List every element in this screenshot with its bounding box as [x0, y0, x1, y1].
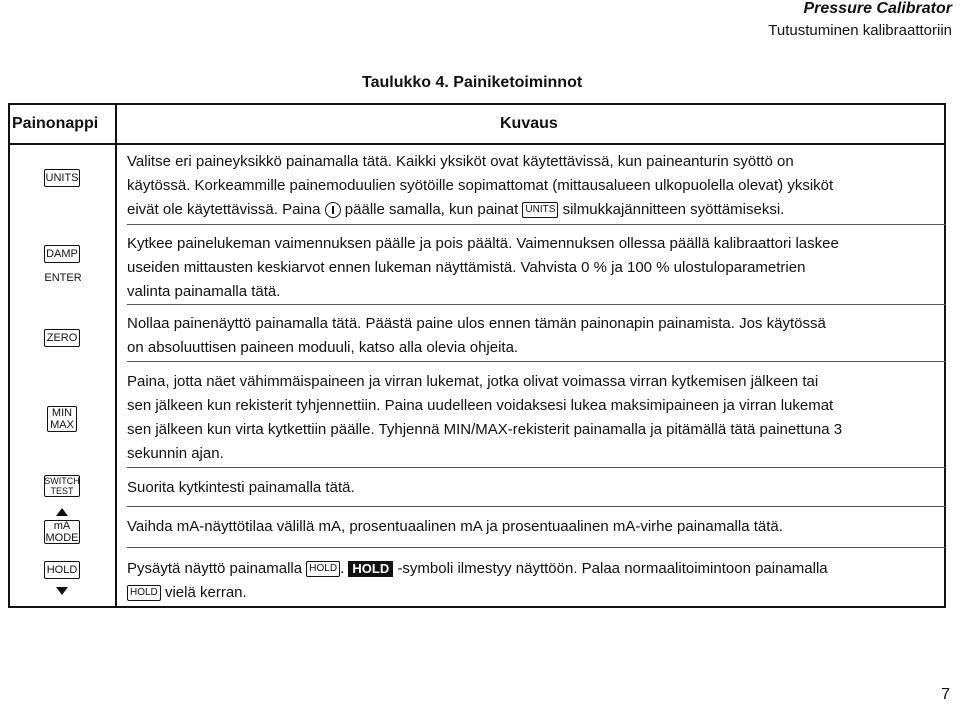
description-zero — [127, 312, 939, 360]
text-segment: vielä kerran. — [164, 584, 247, 601]
column-header-button: Painonappi — [12, 115, 99, 132]
description-units — [127, 150, 939, 222]
switch-key-label: SWITCH — [44, 476, 80, 486]
switch-test-key-icon — [44, 475, 80, 497]
header-title: Pressure Calibrator — [803, 0, 952, 17]
hold-key-icon — [44, 561, 80, 579]
row-divider — [127, 361, 946, 362]
text-line: valinta painamalla tätä. — [127, 283, 281, 300]
hold-key-label: HOLD — [46, 564, 78, 576]
text-line: Suorita kytkintesti painamalla tätä. — [127, 479, 355, 496]
text-line: sen jälkeen kun virta kytkettiin päälle. Tyhjennä MIN/MAX-rekisterit painamalla ja pitämällä tätä painettuna 3 — [127, 421, 843, 438]
text-line: Nollaa painenäyttö painamalla tätä. Päästä paine ulos ennen tämän painonapin painamista. Jos käytössä — [127, 315, 826, 332]
text-segment: silmukkajännitteen syöttämiseksi. — [562, 201, 785, 218]
ma-key-label: mA — [53, 520, 71, 532]
column-header-description: Kuvaus — [500, 115, 558, 132]
text-line: sekunnin ajan. — [127, 445, 224, 462]
text-line — [127, 198, 939, 222]
row-divider — [127, 304, 946, 305]
test-key-label: TEST — [50, 486, 74, 496]
text-line: Kytkee painelukeman vaimennuksen päälle ja pois päältä. Vaimennuksen ollessa päällä kalibraattori laskee — [127, 235, 839, 252]
header-subtitle: Tutustuminen kalibraattoriin — [768, 22, 952, 39]
damp-key-icon — [44, 245, 80, 263]
text-line — [127, 581, 939, 605]
arrow-up-icon — [56, 508, 68, 516]
column-divider — [115, 103, 117, 608]
header-divider — [8, 143, 946, 145]
text-line: käytössä. Korkeammille painemoduulien syötöille sopimattomat (mittausalueen ulkopuolella olevat) yksiköt — [127, 177, 834, 194]
hold-inline-key-icon: HOLD — [127, 585, 161, 601]
text-line: Valitse eri paineyksikkö painamalla tätä. Kaikki yksiköt ovat käytettävissä, kun paineanturin syöttö on — [127, 153, 794, 170]
text-line: on absoluuttisen paineen moduuli, katso alla olevia ohjeita. — [127, 339, 519, 356]
text-segment: eivät ole käytettävissä. Paina — [127, 201, 321, 218]
text-line: Vaihda mA-näyttötilaa välillä mA, prosentuaalinen mA ja prosentuaalinen mA-virhe painamalla tätä. — [127, 518, 783, 535]
description-switch-test — [127, 476, 939, 500]
text-line: useiden mittausten keskiarvot ennen lukeman näyttämistä. Vahvista 0 % ja 100 % ulostuloparametrien — [127, 259, 806, 276]
page-number: 7 — [941, 686, 950, 703]
description-ma-mode — [127, 515, 939, 539]
row-divider — [127, 506, 946, 507]
power-icon — [325, 202, 341, 218]
units-inline-key-icon: UNITS — [522, 202, 558, 218]
text-segment: -symboli ilmestyy näyttöön. Palaa normaalitoimintoon painamalla — [397, 560, 828, 577]
units-key-label: UNITS — [45, 172, 79, 184]
table-caption: Taulukko 4. Painiketoiminnot — [362, 74, 583, 91]
damp-key-label: DAMP — [46, 248, 78, 260]
enter-label: ENTER — [44, 272, 82, 284]
zero-key-label: ZERO — [46, 332, 78, 344]
text-line — [127, 557, 939, 581]
text-line: sen jälkeen kun rekisterit tyhjennettiin. Paina uudelleen voidaksesi lukea maksimipaineen ja virran lukemat — [127, 397, 834, 414]
text-segment: päälle samalla, kun painat — [344, 201, 519, 218]
text-segment: Pysäytä näyttö painamalla — [127, 560, 303, 577]
mode-key-label: MODE — [45, 532, 79, 544]
description-damp — [127, 232, 939, 304]
units-key-icon — [44, 169, 80, 187]
minmax-key-icon — [47, 406, 77, 432]
description-hold — [127, 557, 939, 605]
hold-symbol-badge: HOLD — [348, 561, 393, 577]
description-minmax — [127, 370, 939, 466]
ma-mode-key-icon — [44, 520, 80, 544]
text-segment: . — [340, 560, 345, 577]
row-divider — [127, 467, 946, 468]
arrow-down-icon — [56, 587, 68, 595]
max-key-label: MAX — [50, 419, 74, 431]
row-divider — [127, 547, 946, 548]
text-line: Paina, jotta näet vähimmäispaineen ja virran lukemat, jotka olivat voimassa virran kytkemisen jälkeen tai — [127, 373, 819, 390]
zero-key-icon — [44, 329, 80, 347]
min-key-label: MIN — [51, 407, 73, 419]
hold-inline-key-icon: HOLD — [306, 561, 340, 577]
row-divider — [127, 224, 946, 225]
